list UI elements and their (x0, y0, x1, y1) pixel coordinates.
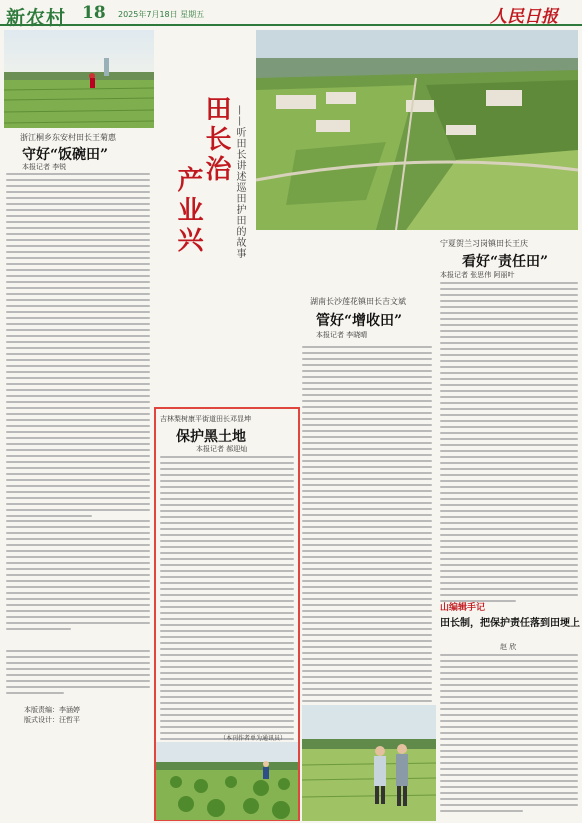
credits-designer: 版式设计：汪哲平 (24, 716, 80, 724)
zhejiang-body-text (6, 173, 150, 521)
ningxia-body-text (440, 282, 578, 606)
jilin-source-note: （本刊作者单为通讯员） (220, 735, 287, 742)
jilin-headline: 保护黑土地 (176, 429, 246, 445)
credits-editor: 本版责编：李涵婷 (24, 706, 80, 714)
newspaper-section-name: 新农村 (6, 7, 67, 29)
feature-title-line2: 产业兴 (173, 166, 203, 256)
hunan-kicker: 湖南长沙莲花镇田长吉文斌 (310, 297, 406, 306)
commentary-body-text (440, 654, 578, 816)
photo-captions (6, 650, 150, 698)
masthead (0, 0, 582, 29)
feature-subtitle: ——听田长讲述巡田护田的故事 (234, 105, 245, 259)
commentary-section-label (440, 600, 485, 613)
ningxia-byline: 本报记者 张思伟 阿丽叶 (440, 271, 515, 279)
issue-date: 2025年7月18日 星期五 (118, 10, 205, 19)
commentary-byline: 赵 欣 (500, 643, 517, 651)
zhejiang-kicker: 浙江桐乡东安村田长王菊惠 (20, 133, 116, 142)
zhejiang-body-text-col2 (6, 520, 150, 634)
commentary-section: 山编辑手记 (440, 603, 486, 613)
zhejiang-headline: 守好“饭碗田” (22, 147, 109, 163)
photo-corn-field (156, 742, 298, 820)
photo-aerial-fields (256, 30, 578, 230)
jilin-kicker: 吉林梨树康平街道田长邓显坤 (160, 415, 251, 423)
hunan-headline: 管好“增收田” (316, 313, 403, 329)
zhejiang-byline: 本报记者 李锐 (22, 163, 67, 171)
photo-rice-field (4, 30, 154, 128)
jilin-body-text (160, 456, 294, 762)
ningxia-headline: 看好“责任田” (462, 254, 549, 270)
feature-title-line1: 田长治 (201, 95, 231, 185)
photo-inspectors-in-field (302, 705, 436, 821)
page-number: 18 (82, 3, 106, 23)
newspaper-logo: 人民日报 (490, 7, 558, 27)
jilin-byline: 本报记者 郝迎灿 (196, 445, 248, 453)
commentary-headline: 田长制，把保护责任落到田埂上 (440, 618, 580, 629)
ningxia-kicker: 宁夏贺兰习岗镇田长王庆 (440, 239, 528, 248)
hunan-byline: 本报记者 李晓晴 (316, 331, 368, 339)
